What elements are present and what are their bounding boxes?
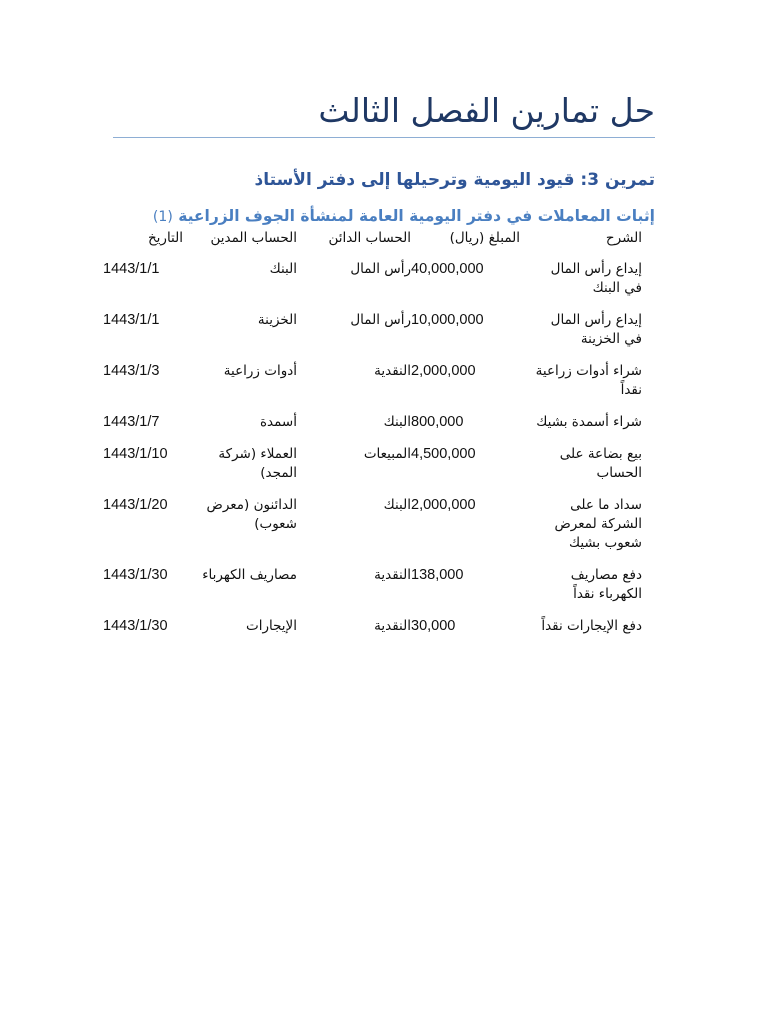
cell-debit-account: الخزينة (257, 312, 297, 328)
journal-table (103, 230, 642, 649)
exercise-heading: تمرين 3: قيود اليومية وترحيلها إلى دفتر الأستاذ (254, 170, 655, 190)
cell-amount: 4,500,000 (411, 446, 476, 462)
cell-debit-account: مصاريف الكهرباء (202, 567, 297, 583)
section-heading (153, 205, 655, 228)
cell-date: 1443/1/1 (103, 312, 160, 328)
cell-date: 1443/1/1 (103, 261, 160, 277)
cell-debit-account: أسمدة (259, 414, 297, 430)
cell-amount: 2,000,000 (411, 363, 476, 379)
header-debit-account: الحساب المدين (210, 230, 297, 246)
section-heading-text: إثبات المعاملات في دفتر اليومية العامة لمنشأة الجوف الزراعية (178, 207, 655, 225)
cell-debit-account: العملاء (شركة المجد) (218, 446, 297, 481)
cell-amount: 138,000 (411, 567, 464, 583)
cell-credit-account: النقدية (374, 363, 411, 379)
cell-description: دفع مصاريف الكهرباء نقداً (570, 567, 642, 602)
journal-table-body (103, 260, 642, 649)
header-date: التاريخ (147, 230, 183, 246)
cell-description: دفع الإيجارات نقداً (541, 618, 642, 634)
table-row (103, 260, 642, 311)
cell-description: شراء أسمدة بشيك (536, 414, 642, 430)
cell-description: شراء أدوات زراعية نقداً (535, 363, 642, 398)
cell-description: بيع بضاعة على الحساب (559, 446, 642, 481)
cell-amount: 2,000,000 (411, 497, 476, 513)
table-row (103, 413, 642, 445)
table-row (103, 311, 642, 362)
cell-credit-account: النقدية (374, 618, 411, 634)
table-row (103, 496, 642, 566)
cell-amount: 800,000 (411, 414, 464, 430)
cell-date: 1443/1/3 (103, 363, 160, 379)
cell-credit-account: البنك (383, 497, 411, 513)
cell-description: سداد ما على الشركة لمعرض شعوب بشيك (554, 497, 642, 551)
cell-date: 1443/1/10 (103, 446, 168, 462)
table-row (103, 566, 642, 617)
table-header-row (103, 230, 642, 260)
cell-amount: 30,000 (411, 618, 456, 634)
cell-date: 1443/1/30 (103, 567, 168, 583)
cell-credit-account: البنك (383, 414, 411, 430)
cell-description: إيداع رأس المال في البنك (550, 261, 642, 296)
cell-debit-account: أدوات زراعية (223, 363, 297, 379)
header-credit-account: الحساب الدائن (328, 230, 411, 246)
section-heading-note: (1) (152, 209, 173, 225)
table-row (103, 362, 642, 413)
cell-credit-account: رأس المال (350, 312, 411, 328)
cell-amount: 10,000,000 (411, 312, 484, 328)
cell-credit-account: رأس المال (350, 261, 411, 277)
title-underline (113, 137, 655, 138)
cell-credit-account: المبيعات (363, 446, 411, 462)
table-row (103, 445, 642, 496)
cell-debit-account: الإيجارات (245, 618, 297, 634)
cell-debit-account: الدائنون (معرض شعوب) (206, 497, 297, 532)
cell-amount: 40,000,000 (411, 261, 484, 277)
header-amount: المبلغ (ريال) (449, 230, 520, 246)
cell-date: 1443/1/7 (103, 414, 160, 430)
table-row (103, 617, 642, 649)
cell-date: 1443/1/20 (103, 497, 168, 513)
cell-credit-account: النقدية (374, 567, 411, 583)
cell-debit-account: البنك (269, 261, 297, 277)
header-description: الشرح (605, 230, 642, 246)
cell-date: 1443/1/30 (103, 618, 168, 634)
page-title: حل تمارين الفصل الثالث (318, 91, 655, 130)
cell-description: إيداع رأس المال في الخزينة (550, 312, 642, 347)
